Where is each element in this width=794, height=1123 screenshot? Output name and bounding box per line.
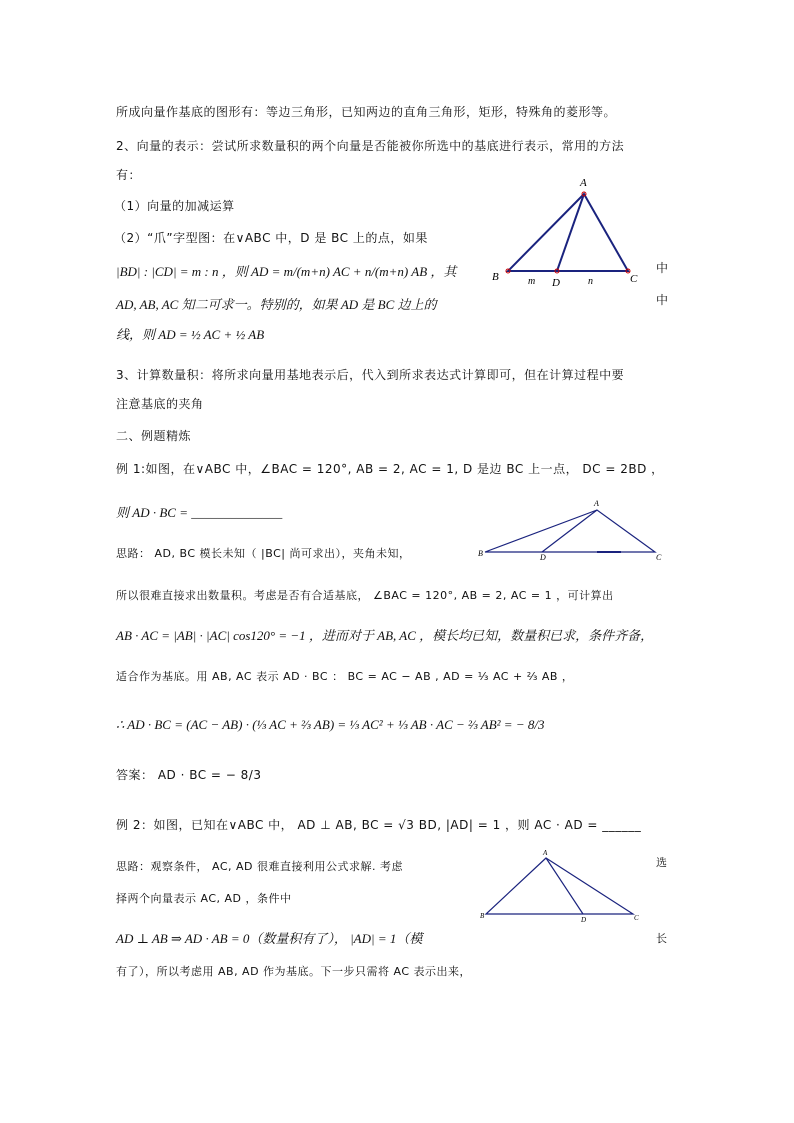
section-heading: 二、例题精炼 [116, 429, 192, 443]
figure-2 [478, 500, 668, 570]
figure-3 [478, 848, 648, 928]
vertex-label: D [552, 277, 560, 289]
text-line: 思路： AD, BC 模长未知（ |BC| 尚可求出），夹角未知， [116, 547, 411, 560]
vertex-label: A [543, 849, 548, 857]
example-line: 则 AD · BC = ______________ [116, 505, 283, 520]
side-char: 长 [656, 932, 668, 945]
answer-line: 答案： AD · BC = − 8/3 [116, 768, 262, 782]
vertex-label: A [594, 499, 599, 508]
vertex-label: C [656, 553, 662, 562]
example-line: 例 2：如图，已知在∨ABC 中， AD ⊥ AB, BC = √3 BD, |AD| = 1 ，则 AC · AD = ______ [116, 818, 642, 832]
vertex-label: B [478, 549, 483, 558]
text-line: 适合作为基底。用 AB, AC 表示 AD · BC ： BC = AC − AB , AD = ⅓ AC + ⅔ AB ， [116, 670, 574, 683]
text-line: 3、计算数量积：将所求向量用基地表示后，代入到所求表达式计算即可，但在计算过程中要 [116, 368, 625, 382]
side-char: 中 [656, 261, 669, 275]
vertex-label: B [480, 912, 485, 920]
formula-line: AD, AB, AC 知二可求一。特别的，如果 AD 是 BC 边上的 [116, 297, 437, 312]
text-line: 所以很难直接求出数量积。考虑是否有合适基底， ∠BAC = 120°, AB = 2, AC = 1 ，可计算出 [116, 589, 614, 602]
text-line: 思路：观察条件， AC, AD 很难直接利用公式求解. 考虑 [116, 860, 403, 873]
text-line: 注意基底的夹角 [116, 397, 204, 411]
formula-line: AB · AC = |AB| · |AC| cos120° = −1 ，进而对于 AB, AC ，模长均已知，数量积已求，条件齐备， [116, 628, 654, 643]
side-char: 选 [656, 856, 668, 869]
text-line: 2、向量的表示：尝试所求数量积的两个向量是否能被你所选中的基底进行表示，常用的方法 [116, 139, 625, 153]
formula-line: |BD| : |CD| = m : n ，则 AD = m/(m+n) AC + n/(m+n) AB ，其 [116, 264, 457, 279]
text-line: （1）向量的加减运算 [114, 199, 235, 213]
figure-1 [480, 170, 650, 290]
segment-label: n [588, 276, 593, 287]
text-line: 有： [116, 168, 142, 182]
example-line: 例 1:如图，在∨ABC 中，∠BAC = 120°, AB = 2, AC = 1, D 是边 BC 上一点， DC = 2BD ， [116, 462, 664, 476]
vertex-label: D [540, 553, 546, 562]
formula-line: AD ⊥ AB ⇒ AD · AB = 0（数量积有了）， |AD| = 1（模 [116, 931, 423, 946]
text-line: 有了），所以考虑用 AB, AD 作为基底。下一步只需将 AC 表示出来， [116, 965, 472, 978]
vertex-label: D [581, 916, 587, 924]
text-line: （2）“爪”字型图：在∨ABC 中，D 是 BC 上的点，如果 [114, 231, 428, 245]
vertex-label: B [492, 271, 499, 283]
side-char: 中 [656, 293, 669, 307]
formula-line: 线，则 AD = ½ AC + ½ AB [116, 327, 265, 342]
vertex-label: A [580, 177, 587, 189]
text-line: 择两个向量表示 AC, AD ，条件中 [116, 892, 292, 905]
text-line: 所成向量作基底的图形有：等边三角形，已知两边的直角三角形，矩形，特殊角的菱形等。 [116, 105, 617, 119]
formula-line: ∴ AD · BC = (AC − AB) · (⅓ AC + ⅔ AB) = ⅓ AC² + ⅓ AB · AC − ⅔ AB² = − 8/3 [116, 717, 545, 732]
segment-label: m [528, 276, 536, 287]
vertex-label: C [634, 914, 639, 922]
vertex-label: C [630, 273, 638, 285]
